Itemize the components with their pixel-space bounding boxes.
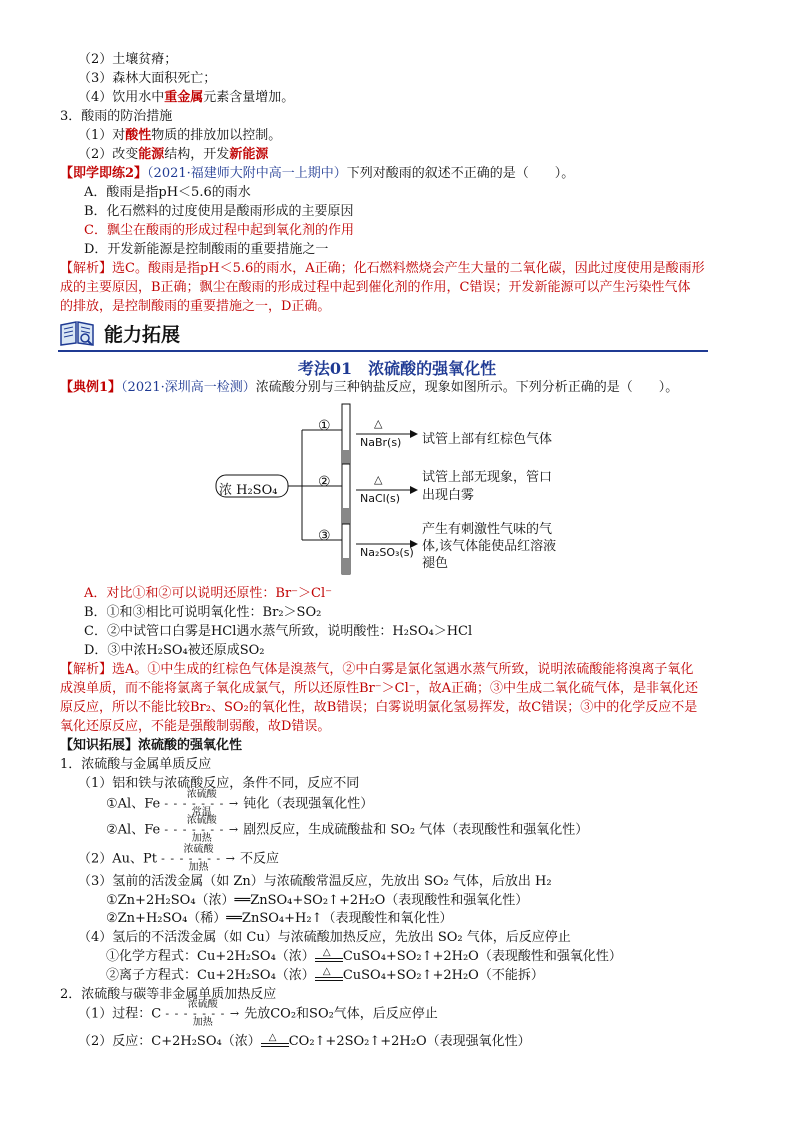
result-1: 试管上部有红棕色气体 [422,432,553,447]
example-question: 【典例1】（2021·深圳高一检测）浓硫酸分别与三种钠盐反应，现象如图所示。下列分析正确的是（ ）。 [60,380,679,395]
option-b: B．①和③相比可说明氧化性：Br₂＞SO₂ [84,605,322,620]
text-line: （1）铝和铁与浓硫酸反应，条件不同，反应不同 [78,776,360,791]
condition-arrow: 浓硫酸 - - - - - - - → 加热 [165,999,241,1028]
heat-icon: △ [374,417,383,430]
heat-icon: △ [374,473,383,486]
text-line: （2）土壤贫瘠； [78,52,178,67]
equation: ②Zn+H₂SO₄（稀）══ZnSO₄+H₂↑（表现酸性和氧化性） [106,911,453,926]
option-b: B．化石燃料的过度使用是酸雨形成的主要原因 [84,204,354,219]
option-d: D．③中浓H₂SO₄被还原成SO₂ [84,643,265,658]
reaction-line: ①Al、Fe 浓硫酸 - - - - - - - → 常温 钝化（表现强氧化性） [106,789,374,818]
text-line: （1）对酸性物质的排放加以控制。 [78,128,282,143]
option-a: A．酸雨是指pH＜5.6的雨水 [84,185,251,200]
text-line: 1．浓硫酸与金属单质反应 [60,757,212,772]
label-1: ① [318,418,331,434]
condition-arrow: 浓硫酸 - - - - - - - → 加热 [161,844,236,873]
heat-equals-sign: △ [315,950,343,964]
result-3c: 褪色 [422,556,449,571]
result-3a: 产生有刺激性气味的气 [422,522,553,537]
reaction-line: ②Al、Fe 浓硫酸 - - - - - - - → 加热 剧烈反应，生成硫酸盐和 SO₂ 气体（表现酸性和强氧化性） [106,815,589,844]
section-title: 能力拓展 [104,324,181,346]
text-line: （4）氢后的不活泼金属（如 Cu）与浓硫酸加热反应，先放出 SO₂ 气体，后反应停止 [78,930,571,945]
explanation: 氧化还原反应，不能是强酸制弱酸，故D错误。 [60,719,331,734]
equation: ②离子方程式：Cu+2H₂SO₄（浓） △ CuSO₄+SO₂↑+2H₂O（不能拆） [106,965,544,983]
equation: ①Zn+2H₂SO₄（浓）══ZnSO₄+SO₂↑+2H₂O（表现酸性和强氧化性） [106,893,529,908]
text-line: （2）改变能源结构，开发新能源 [78,147,269,162]
text-line: （3）森林大面积死亡； [78,71,217,86]
condition-arrow: 浓硫酸 - - - - - - - → 加热 [164,815,240,844]
method-heading: 考法01 浓硫酸的强氧化性 [297,359,497,378]
equation: ①化学方程式：Cu+2H₂SO₄（浓） △ CuSO₄+SO₂↑+2H₂O（表现酸性和强氧化性） [106,946,622,964]
option-c: C．②中试管口白雾是HCl遇水蒸气所致，说明酸性：H₂SO₄＞HCl [84,624,473,639]
practice-question: 【即学即练2】（2021·福建师大附中高一上期中）下列对酸雨的叙述不正确的是（ ）。 [60,166,575,181]
option-d: D．开发新能源是控制酸雨的重要措施之一 [84,242,329,257]
reaction-line: （1）过程：C 浓硫酸 - - - - - - - → 加热 先放CO₂和SO₂气体，后反应停止 [78,999,438,1028]
reagent-1: NaBr(s) [360,436,402,449]
reagent-2: NaCl(s) [360,492,401,505]
reagent-3: Na₂SO₃(s) [360,546,414,559]
text-line: 2．浓硫酸与碳等非金属单质加热反应 [60,987,277,1002]
test-tube-1 [342,404,350,466]
option-c: C．飘尘在酸雨的形成过程中起到氧化剂的作用 [84,223,354,238]
explanation: 【解析】选A。①中生成的红棕色气体是溴蒸气，②中白雾是氯化氢遇水蒸气所致，说明浓硫酸能将溴离子氧化 [60,662,694,677]
result-3b: 体,该气体能使品红溶液 [422,539,557,554]
label-3: ③ [318,528,331,544]
text-line: （3）氢前的活泼金属（如 Zn）与浓硫酸常温反应，先放出 SO₂ 气体，后放出 H₂ [78,874,552,889]
heat-equals-sign: △ [315,969,343,983]
test-tube-2 [342,464,350,524]
reaction-line: （2）Au、Pt 浓硫酸 - - - - - - - → 加热 不反应 [78,844,280,873]
explanation: 原反应，所以不能比较Br₂、SO₂的氧化性，故B错误；白雾说明氯化氢易挥发，故C错误；③中的化学反应不是 [60,700,698,715]
explanation: 【解析】选C。酸雨是指pH＜5.6的雨水，A正确；化石燃料燃烧会产生大量的二氧化碳，因此过度使用是酸雨形 [60,261,705,276]
result-2b: 出现白雾 [422,488,475,503]
explanation: 成溴单质，而不能将氯离子氧化成氯气，所以还原性Br⁻＞Cl⁻，故A正确；③中生成二氧化硫气体，是非氧化还 [60,681,698,696]
text-line: （4）饮用水中重金属元素含量增加。 [78,90,295,105]
condition-arrow: 浓硫酸 - - - - - - - → 常温 [164,789,240,818]
result-2a: 试管上部无现象，管口 [422,470,553,485]
text-line: 3．酸雨的防治措施 [60,109,173,124]
section-divider [58,350,708,352]
label-2: ② [318,474,331,490]
book-icon [58,318,96,348]
knowledge-heading: 【知识拓展】浓硫酸的强氧化性 [60,738,243,753]
explanation: 成的主要原因，B正确；飘尘在酸雨的形成过程中起到催化剂的作用，C错误；开发新能源可以产生污染性气体 [60,280,691,295]
explanation: 的排放，是控制酸雨的重要措施之一，D正确。 [60,299,331,314]
start-label: 浓 H₂SO₄ [219,483,278,498]
option-a: A．对比①和②可以说明还原性：Br⁻＞Cl⁻ [84,586,332,601]
heat-equals-sign: △ [261,1035,289,1049]
equation: （2）反应：C+2H₂SO₄（浓） △ CO₂↑+2SO₂↑+2H₂O（表现强氧化性） [78,1031,531,1049]
test-tube-3 [342,524,350,574]
